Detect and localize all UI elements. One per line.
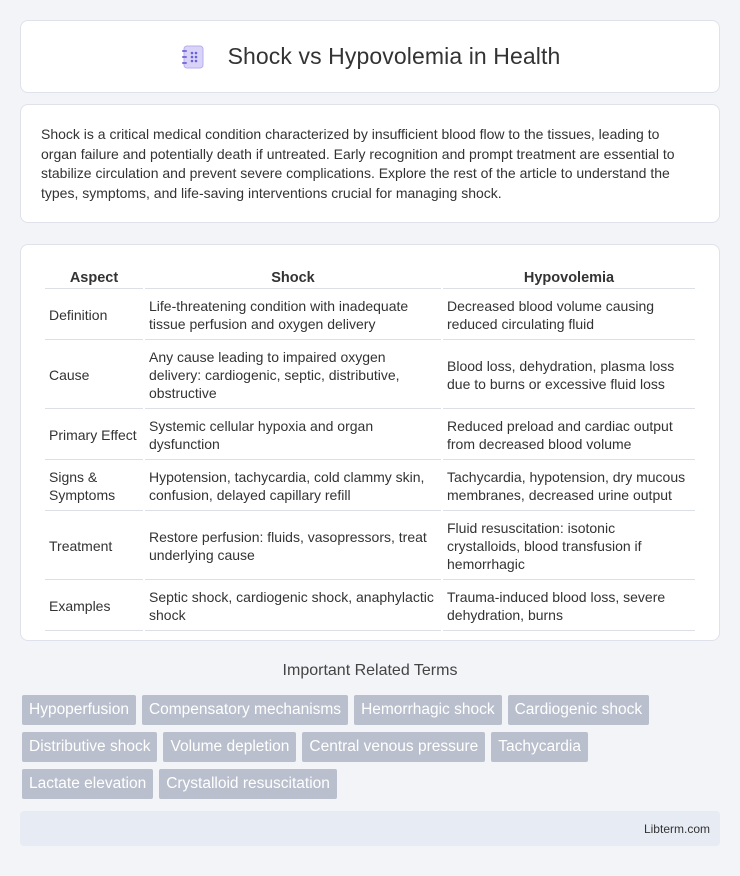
tag-distributive-shock[interactable]: Distributive shock [22, 732, 157, 762]
cell-aspect: Cause [45, 342, 143, 409]
footer-link[interactable]: Libterm.com [643, 821, 710, 836]
cell-shock: Life-threatening condition with inadequate tissue perfusion and oxygen delivery [145, 291, 441, 340]
header-aspect: Aspect [45, 267, 143, 289]
tag-hemorrhagic-shock[interactable]: Hemorrhagic shock [354, 695, 502, 725]
cell-hypovolemia: Decreased blood volume causing reduced circulating fluid [443, 291, 695, 340]
header-shock: Shock [145, 267, 441, 289]
table-row [45, 291, 695, 340]
cell-shock: Hypotension, tachycardia, cold clammy skin, confusion, delayed capillary refill [145, 462, 441, 511]
cell-shock: Any cause leading to impaired oxygen delivery: cardiogenic, septic, distributive, obstructive [145, 342, 441, 409]
table-row [45, 342, 695, 409]
cell-aspect: Treatment [45, 513, 143, 580]
cell-aspect: Primary Effect [45, 411, 143, 460]
related-terms-title: Important Related Terms [282, 662, 458, 679]
cell-hypovolemia: Reduced preload and cardiac output from decreased blood volume [443, 411, 695, 460]
table-row [45, 462, 695, 511]
tag-crystalloid-resuscitation[interactable]: Crystalloid resuscitation [159, 769, 337, 799]
tag-cardiogenic-shock[interactable]: Cardiogenic shock [508, 695, 650, 725]
cell-shock: Systemic cellular hypoxia and organ dysfunction [145, 411, 441, 460]
tag-hypoperfusion[interactable]: Hypoperfusion [22, 695, 136, 725]
notebook-icon [180, 44, 206, 70]
tag-lactate-elevation[interactable]: Lactate elevation [22, 769, 153, 799]
cell-hypovolemia: Fluid resuscitation: isotonic crystalloids, blood transfusion if hemorrhagic [443, 513, 695, 580]
tag-tachycardia[interactable]: Tachycardia [491, 732, 588, 762]
tag-central-venous-pressure[interactable]: Central venous pressure [302, 732, 485, 762]
tag-volume-depletion[interactable]: Volume depletion [163, 732, 296, 762]
intro-card [20, 104, 720, 223]
header-hypovolemia: Hypovolemia [443, 267, 695, 289]
cell-hypovolemia: Tachycardia, hypotension, dry mucous membranes, decreased urine output [443, 462, 695, 511]
cell-aspect: Signs & Symptoms [45, 462, 143, 511]
table-row [45, 513, 695, 580]
page-title: Shock vs Hypovolemia in Health [227, 43, 561, 69]
footer [20, 811, 720, 846]
cell-shock: Restore perfusion: fluids, vasopressors, treat underlying cause [145, 513, 441, 580]
table-row [45, 582, 695, 631]
cell-aspect: Definition [45, 291, 143, 340]
cell-hypovolemia: Blood loss, dehydration, plasma loss due to burns or excessive fluid loss [443, 342, 695, 409]
cell-hypovolemia: Trauma-induced blood loss, severe dehydration, burns [443, 582, 695, 631]
comparison-table [43, 265, 697, 633]
table-header-row [45, 267, 695, 289]
comparison-table-card [20, 244, 720, 641]
tag-compensatory-mechanisms[interactable]: Compensatory mechanisms [142, 695, 348, 725]
table-row [45, 411, 695, 460]
cell-shock: Septic shock, cardiogenic shock, anaphylactic shock [145, 582, 441, 631]
intro-text: Shock is a critical medical condition characterized by insufficient blood flow to the tissues, leading to organ failure and potentially death if untreated. Early recognition and prompt treatment are essential to stabilize circulation and prevent severe complications. Explore the rest of the article to understand the types, symptoms, and life-saving interventions crucial for managing shock. [41, 126, 675, 201]
related-terms-list [22, 695, 722, 799]
title-card [20, 20, 720, 93]
cell-aspect: Examples [45, 582, 143, 631]
